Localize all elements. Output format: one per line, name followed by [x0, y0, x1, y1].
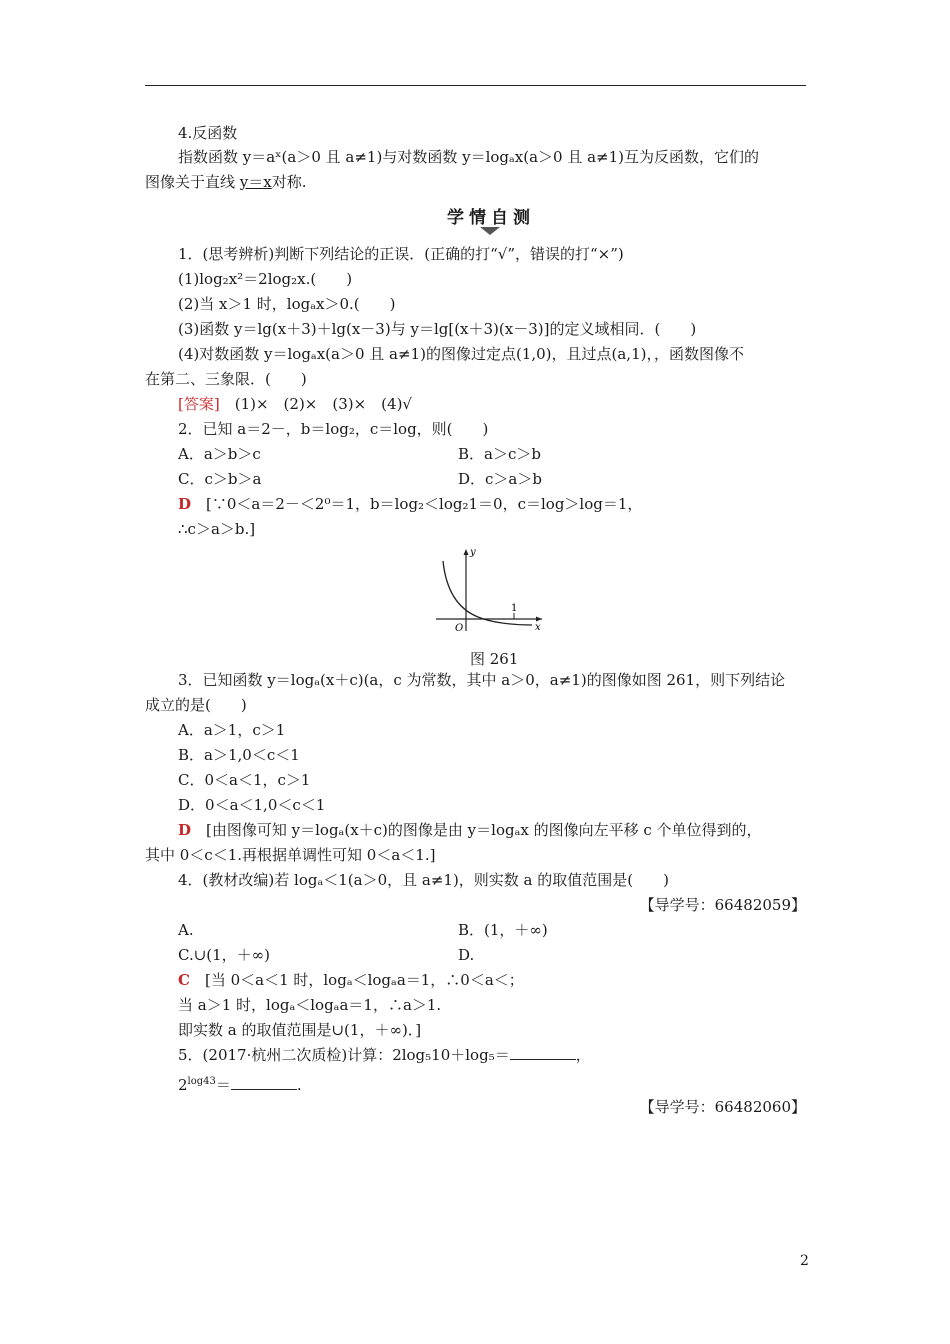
q5-stem: 5．(2017·杭州二次质检)计算：2log₅10＋log₅＝ ， [178, 1046, 591, 1064]
q2-stem: 2．已知 a＝2－，b＝log₂，c＝log，则( ) [178, 420, 489, 438]
q3-explanation-cont: 其中 0＜c＜1.再根据单调性可知 0＜a＜1.] [145, 846, 436, 864]
q2-option-c: C．c＞b＞a [178, 470, 262, 488]
origin-label: O [455, 623, 464, 634]
log-function-graph [430, 545, 550, 635]
figure-caption: 图 261 [470, 650, 519, 668]
answer-key: C [178, 971, 190, 989]
answer-key: D [178, 495, 192, 513]
q1-item-4-cont: 在第二、三象限．( ) [145, 370, 307, 388]
underlined-answer: y＝x [239, 173, 272, 191]
q3-stem: 3．已知函数 y＝logₐ(x＋c)(a，c 为常数，其中 a＞0，a≠1)的图像如图 261，则下列结论 [178, 671, 786, 689]
y-axis-label: y [470, 547, 476, 558]
q1-item-4: (4)对数函数 y＝logₐx(a＞0 且 a≠1)的图像过定点(1,0)，且过点(a,1)，，函数图像不 [178, 345, 744, 363]
q3-option-a: A．a＞1，c＞1 [178, 721, 286, 739]
q4-explanation-2: 当 a＞1 时，logₐ＜logₐa＝1，∴a＞1. [178, 996, 442, 1014]
q2-explanation: D [∵0＜a＝2－＜2⁰＝1，b＝log₂＜log₂1＝0，c＝log＞log＝1， [178, 495, 643, 513]
function-curve [443, 561, 532, 625]
section4-heading: 4.反函数 [178, 124, 238, 142]
q4-guide-code: 【导学号：66482059】 [639, 896, 806, 914]
q5-line2: $2^{log43}=$ . [178, 1076, 302, 1094]
section-title-marker [480, 227, 500, 235]
y-axis-arrow [464, 549, 469, 555]
q1-item-1: (1)log₂x²＝2log₂x.( ) [178, 270, 353, 288]
q3-option-c: C．0＜a＜1，c＞1 [178, 771, 311, 789]
q4-option-c: C.∪(1，＋∞) [178, 946, 271, 964]
q2-explanation-cont: ∴c＞a＞b.] [178, 520, 256, 538]
q1-answer: [答案] (1)× (2)× (3)× (4)√ [178, 395, 412, 413]
q1-stem: 1．(思考辨析)判断下列结论的正误．(正确的打“√”，错误的打“×”) [178, 245, 624, 263]
answer-blank-2 [231, 1075, 297, 1090]
q4-explanation-3: 即实数 a 的取值范围是∪(1，＋∞)．] [178, 1021, 422, 1039]
page-number: 2 [800, 1253, 809, 1269]
q4-option-b: B．(1，＋∞) [458, 921, 548, 939]
q3-option-d: D．0＜a＜1,0＜c＜1 [178, 796, 326, 814]
section4-line1: 指数函数 y＝aˣ(a＞0 且 a≠1)与对数函数 y＝logₐx(a＞0 且 a≠1)互为反函数，它们的 [178, 148, 760, 166]
q3-option-b: B．a＞1,0＜c＜1 [178, 746, 300, 764]
q2-option-a: A．a＞b＞c [178, 445, 261, 463]
q1-item-3: (3)函数 y＝lg(x＋3)＋lg(x－3)与 y＝lg[(x＋3)(x－3)]的定义域相同．( ) [178, 320, 697, 338]
q4-stem: 4．(教材改编)若 logₐ＜1(a＞0，且 a≠1)，则实数 a 的取值范围是( ) [178, 871, 669, 889]
q1-item-2: (2)当 x＞1 时，logₐx＞0.( ) [178, 295, 396, 313]
x-axis-label: x [535, 622, 541, 633]
section-title: 学情自测 [447, 208, 535, 228]
answer-blank-1 [510, 1045, 576, 1060]
q4-option-d: D. [458, 946, 475, 964]
tick-label: 1 [511, 603, 518, 614]
q2-option-d: D．c＞a＞b [458, 470, 542, 488]
section4-line2: 图像关于直线 y＝x对称. [145, 173, 307, 191]
q3-stem-cont: 成立的是( ) [145, 696, 247, 714]
x-axis-arrow [536, 617, 542, 622]
answer-tag: [答案] [178, 395, 220, 413]
answer-key: D [178, 821, 192, 839]
q2-option-b: B．a＞c＞b [458, 445, 541, 463]
q3-explanation: D [由图像可知 y＝logₐ(x＋c)的图像是由 y＝logₐx 的图像向左平移 c 个单位得到的， [178, 821, 762, 839]
q5-guide-code: 【导学号：66482060】 [639, 1098, 806, 1116]
q4-explanation: C [当 0＜a＜1 时，logₐ＜logₐa＝1，∴0＜a＜； [178, 971, 524, 989]
header-rule [145, 85, 806, 86]
q4-option-a: A. [178, 921, 194, 939]
